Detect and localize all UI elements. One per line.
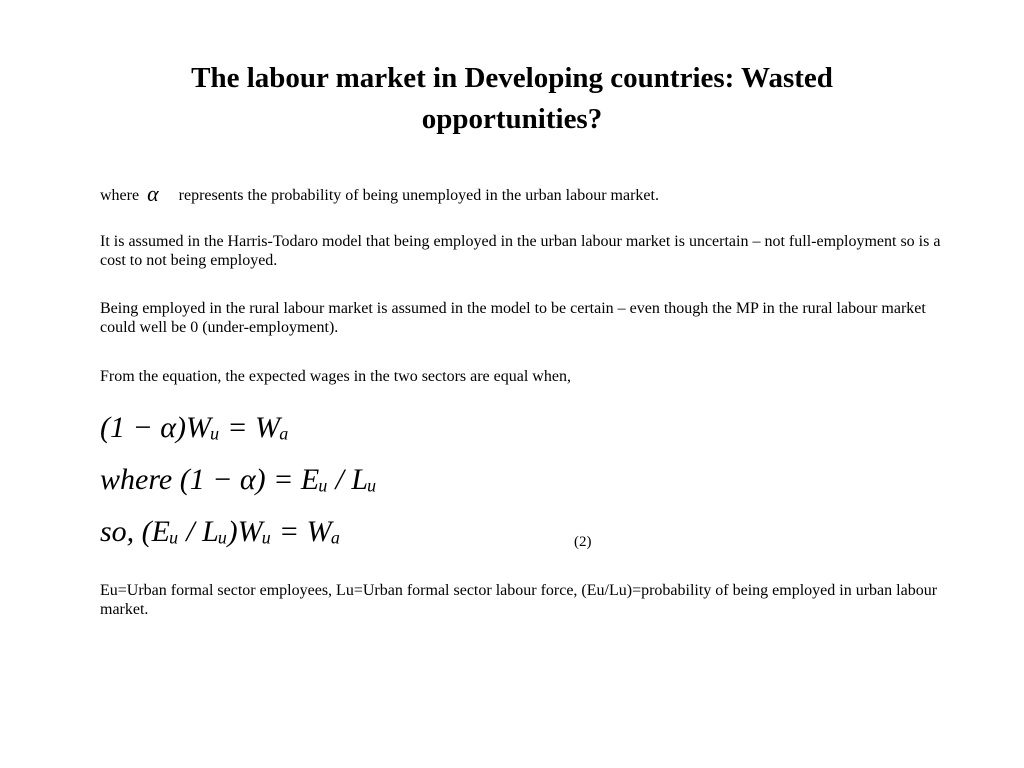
alpha-description: represents the probability of being unemployed in the urban labour market.: [178, 187, 659, 204]
paragraph-definitions: Eu=Urban formal sector employees, Lu=Urban formal sector labour force, (Eu/Lu)=probability of being employed in urban labour market.: [100, 582, 938, 618]
alpha-symbol: α: [147, 181, 159, 206]
paragraph-rural-market: Being employed in the rural labour market is assumed in the model to be certain – even though the MP in the rural labour market could well be 0 (under-employment).: [100, 300, 926, 336]
paragraph-expected-wages: From the equation, the expected wages in the two sectors are equal when,: [100, 368, 571, 385]
equation-number: (2): [574, 534, 592, 550]
where-prefix: where: [100, 187, 140, 204]
alpha-definition: [100, 183, 960, 205]
slide-title: The labour market in Developing countries: Wasted opportunities?: [191, 62, 833, 135]
equation-line-1: (1 − α)Wᵤ = Wₐ: [100, 411, 289, 444]
equation-line-3: so, (Eᵤ / Lᵤ)Wᵤ = Wₐ: [100, 515, 341, 548]
equation-line-2: where (1 − α) = Eᵤ / Lᵤ: [100, 463, 377, 496]
paragraph-harris-todaro: It is assumed in the Harris-Todaro model that being employed in the urban labour market is uncertain – not full-employment so is a cost to not being employed.: [100, 233, 941, 269]
